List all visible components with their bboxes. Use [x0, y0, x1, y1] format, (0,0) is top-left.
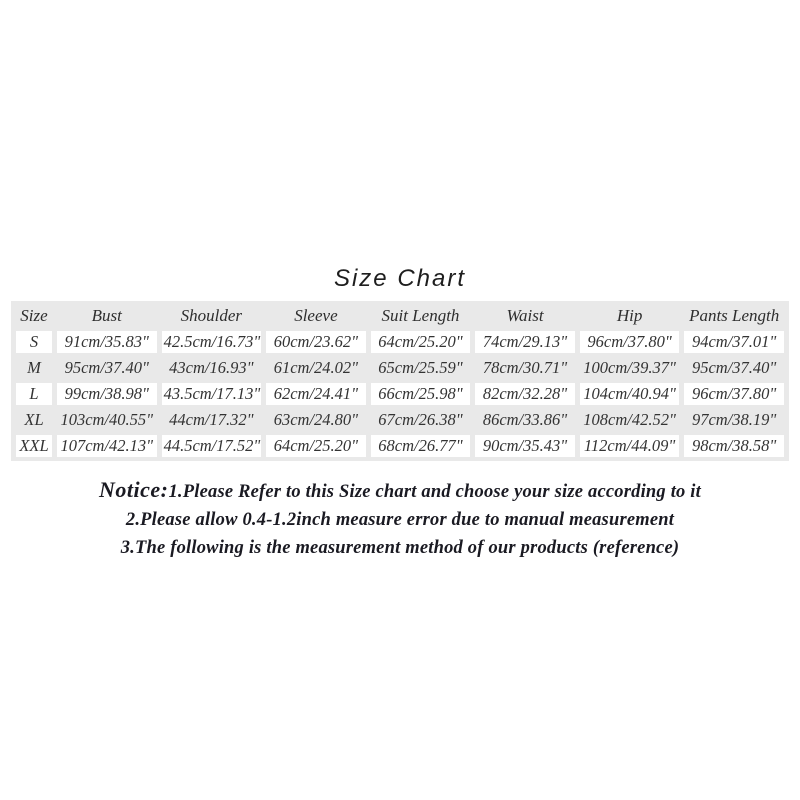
measurement-cell: 91cm/35.83" — [57, 331, 157, 353]
measurement-cell: 95cm/37.40" — [64, 358, 149, 377]
notice-block — [0, 476, 800, 562]
size-cell: L — [16, 383, 52, 405]
page-title: Size Chart — [333, 265, 467, 292]
measurement-cell: 90cm/35.43" — [475, 435, 575, 457]
size-cell: XL — [24, 410, 44, 429]
measurement-cell: 108cm/42.52" — [583, 410, 676, 429]
measurement-cell: 43.5cm/17.13" — [163, 384, 261, 403]
measurement-cell: 94cm/37.01" — [684, 331, 784, 353]
measurement-cell: 44cm/17.32" — [169, 410, 254, 429]
measurement-cell: 97cm/38.19" — [691, 410, 777, 429]
measurement-cell: 98cm/38.58" — [684, 435, 784, 457]
measurement-cell: 82cm/32.28" — [475, 383, 575, 405]
table-header — [16, 305, 784, 327]
notice-item-1: 1.Please Refer to this Size chart and choose your size according to it — [168, 482, 701, 502]
column-header: Sleeve — [294, 306, 338, 325]
measurement-cell: 96cm/37.80" — [684, 383, 784, 405]
column-header: Hip — [616, 306, 643, 325]
measurement-cell: 96cm/37.80" — [580, 331, 680, 353]
table-row — [16, 331, 784, 353]
measurement-cell: 44.5cm/17.52" — [163, 436, 261, 455]
column-header: Waist — [506, 306, 544, 325]
measurement-cell: 62cm/24.41" — [266, 383, 366, 405]
notice-line-1 — [0, 476, 800, 506]
measurement-cell: 100cm/39.37" — [583, 358, 676, 377]
measurement-cell: 65cm/25.59" — [378, 358, 463, 377]
measurement-cell: 64cm/25.20" — [371, 331, 471, 353]
size-cell: S — [16, 331, 52, 353]
measurement-cell: 95cm/37.40" — [691, 358, 777, 377]
measurement-cell: 103cm/40.55" — [60, 410, 154, 429]
notice-item-2: 2.Please allow 0.4-1.2inch measure error due to manual measurement — [125, 510, 675, 530]
column-header: Suit Length — [381, 306, 460, 325]
table-row — [16, 435, 784, 457]
table-row — [16, 357, 784, 379]
size-chart-table — [11, 301, 789, 461]
notice-item-3: 3.The following is the measurement method of our products (reference) — [120, 538, 680, 558]
size-cell: XXL — [16, 435, 52, 457]
column-header: Shoulder — [180, 306, 243, 325]
column-header: Bust — [91, 306, 122, 325]
size-cell: M — [27, 358, 41, 377]
measurement-cell: 107cm/42.13" — [57, 435, 157, 457]
measurement-cell: 43cm/16.93" — [169, 358, 254, 377]
measurement-cell: 78cm/30.71" — [482, 358, 568, 377]
measurement-cell: 67cm/26.38" — [378, 410, 463, 429]
measurement-cell: 63cm/24.80" — [273, 410, 359, 429]
measurement-cell: 60cm/23.62" — [266, 331, 366, 353]
measurement-cell: 61cm/24.02" — [273, 358, 359, 377]
measurement-cell: 112cm/44.09" — [580, 435, 680, 457]
table-row — [16, 409, 784, 431]
header-row — [16, 305, 784, 327]
table-body — [16, 331, 784, 457]
measurement-cell: 86cm/33.86" — [482, 410, 568, 429]
measurement-cell: 74cm/29.13" — [475, 331, 575, 353]
measurement-cell: 99cm/38.98" — [57, 383, 157, 405]
measurement-cell: 64cm/25.20" — [266, 435, 366, 457]
measurement-cell: 68cm/26.77" — [371, 435, 471, 457]
table-row — [16, 383, 784, 405]
notice-label: Notice: — [99, 477, 169, 502]
column-header: Size — [20, 306, 48, 325]
measurement-cell: 104cm/40.94" — [580, 383, 680, 405]
measurement-cell: 66cm/25.98" — [371, 383, 471, 405]
column-header: Pants Length — [689, 306, 780, 325]
measurement-cell: 42.5cm/16.73" — [163, 332, 261, 351]
